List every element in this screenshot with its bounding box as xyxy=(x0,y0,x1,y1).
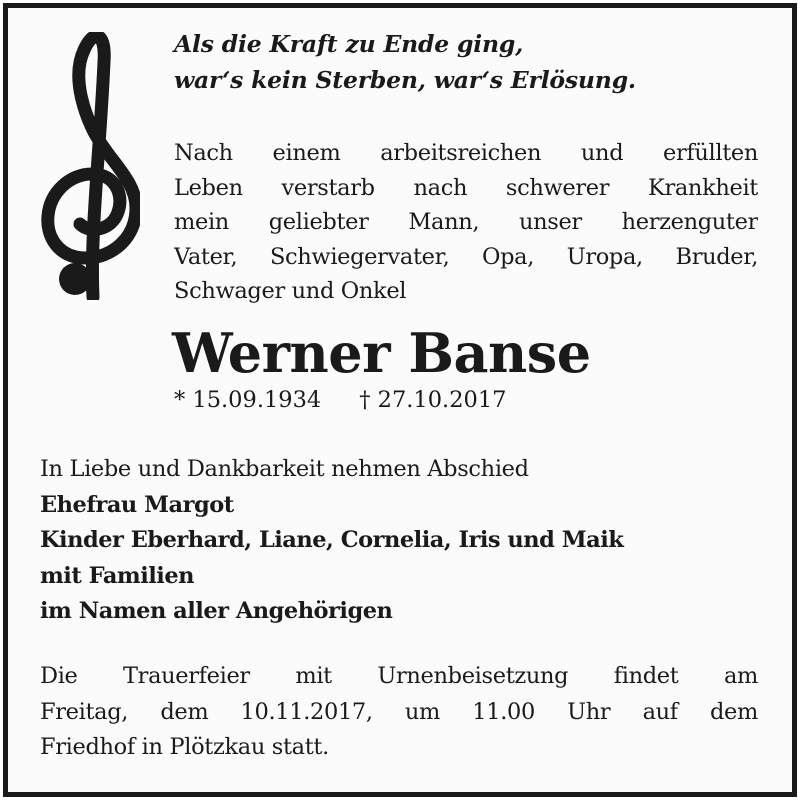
intro-line: Leben verstarb nach schwerer Krankheit xyxy=(174,174,758,201)
intro-paragraph xyxy=(174,136,758,309)
death-date: † 27.10.2017 xyxy=(359,387,507,413)
service-line: Freitag, dem 10.11.2017, um 11.00 Uhr auf dem xyxy=(40,698,758,725)
motto-line: Als die Kraft zu Ende ging, xyxy=(174,30,524,58)
birth-date: * 15.09.1934 xyxy=(174,387,322,413)
intro-line: Vater, Schwiegervater, Opa, Uropa, Bruder, xyxy=(174,243,758,270)
service-notice xyxy=(40,659,758,766)
mourner-line: Ehefrau Margot xyxy=(40,491,234,518)
intro-line: Schwager und Onkel xyxy=(174,278,407,304)
intro-line: mein geliebter Mann, unser herzenguter xyxy=(174,209,758,235)
motto xyxy=(174,26,764,98)
mourners-block xyxy=(40,452,760,630)
life-dates xyxy=(174,383,506,417)
mourners-intro: In Liebe und Dankbarkeit nehmen Abschied xyxy=(40,456,529,482)
service-line: Die Trauerfeier mit Urnenbeisetzung findet am xyxy=(40,663,758,689)
service-line: Friedhof in Plötzkau statt. xyxy=(40,734,329,760)
treble-clef-icon xyxy=(40,32,140,300)
deceased-name: Werner Banse xyxy=(172,321,591,385)
mourner-line: mit Familien xyxy=(40,562,195,589)
intro-line: Nach einem arbeitsreichen und erfüllten xyxy=(174,140,758,166)
motto-line: war‘s kein Sterben, war‘s Erlösung. xyxy=(174,66,636,94)
mourner-line: im Namen aller Angehörigen xyxy=(40,598,393,624)
mourner-line: Kinder Eberhard, Liane, Cornelia, Iris und Maik xyxy=(40,527,624,553)
